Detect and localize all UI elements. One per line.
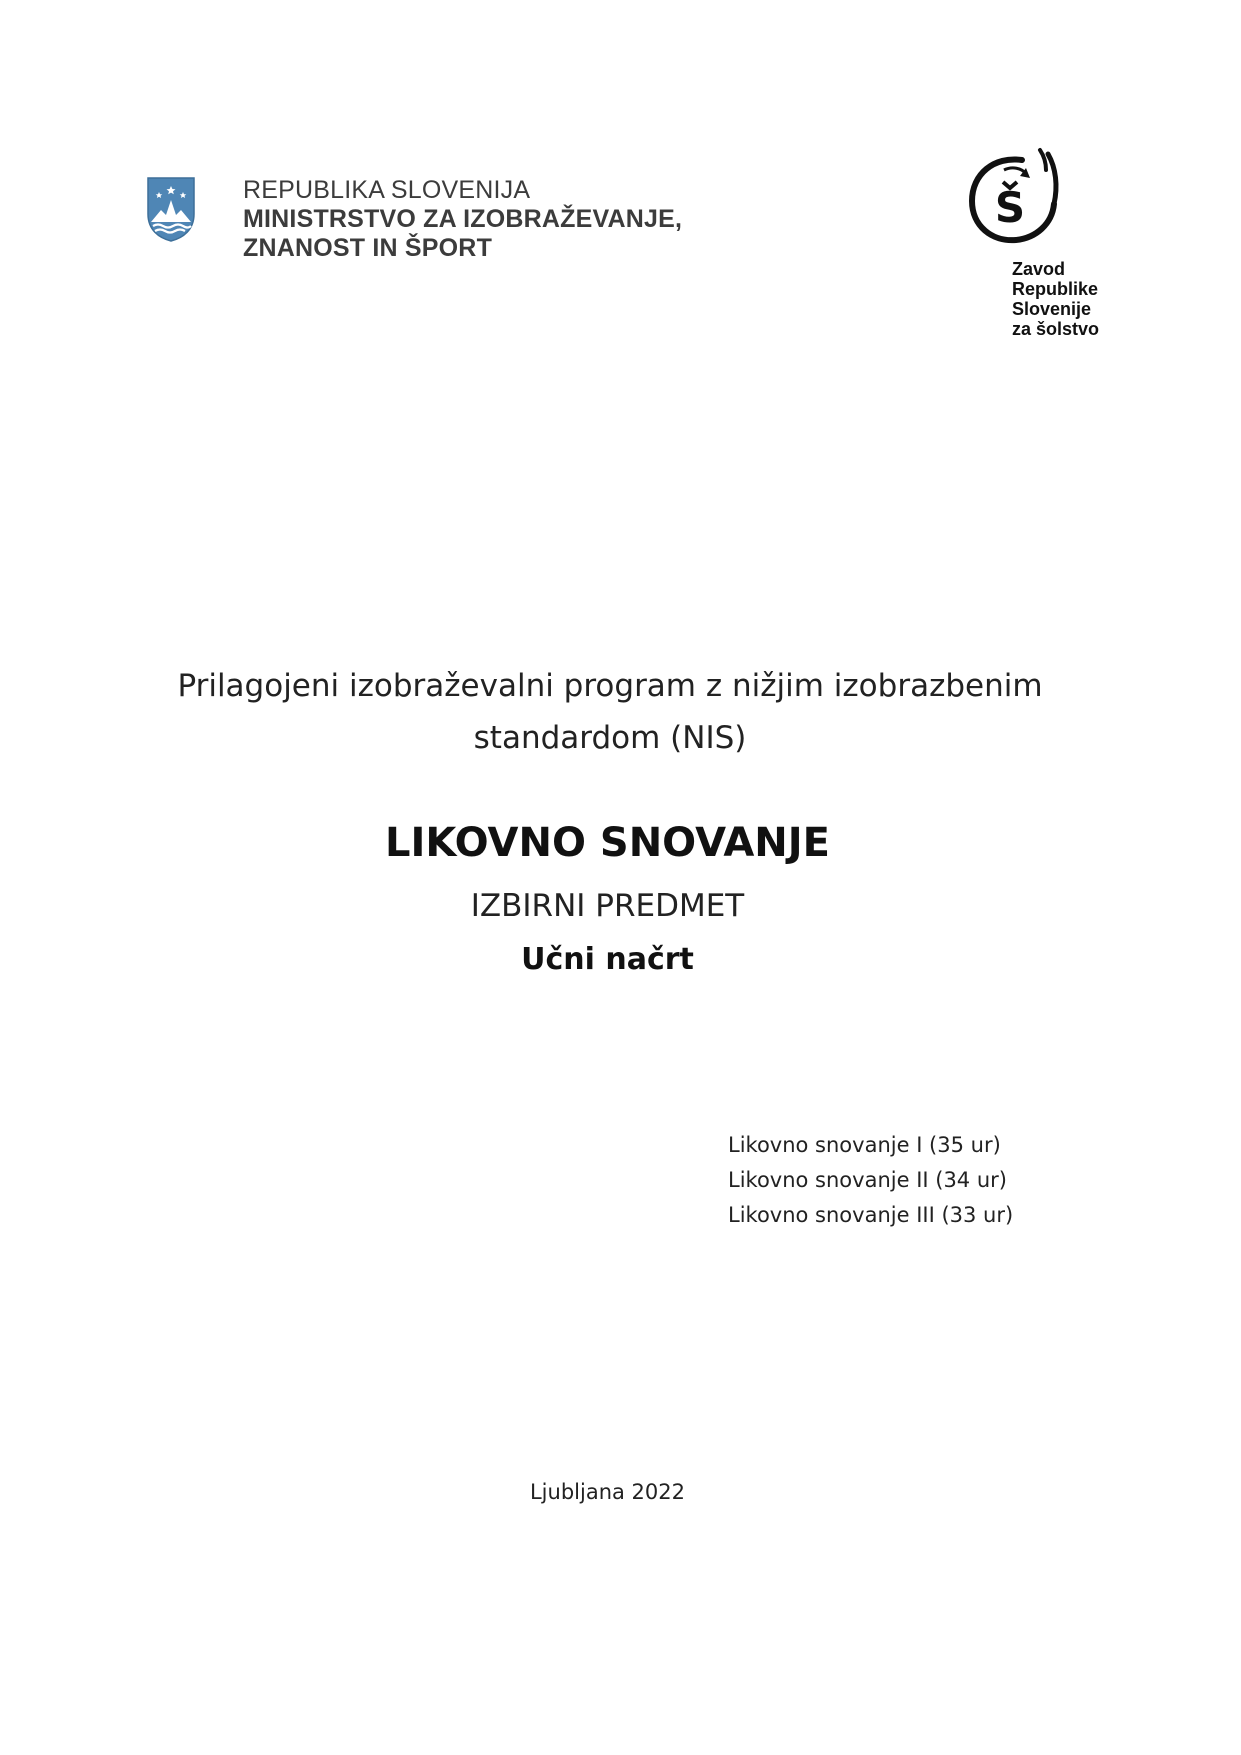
- institute-line-2: Republike: [1012, 279, 1099, 299]
- place-and-year: Ljubljana 2022: [529, 1480, 685, 1504]
- ministry-line-2: MINISTRSTVO ZA IZOBRAŽEVANJE,: [243, 205, 683, 233]
- course-item-2: Likovno snovanje II (34 ur): [728, 1168, 1007, 1192]
- institute-name: [1012, 259, 1099, 339]
- course-item-3: Likovno snovanje III (33 ur): [728, 1203, 1014, 1227]
- zrss-swirl-s-icon: [960, 146, 1070, 251]
- ministry-name: [243, 176, 682, 263]
- institute-line-1: Zavod: [1012, 259, 1066, 279]
- document-type: Učni načrt: [521, 942, 694, 977]
- subject-type: IZBIRNI PREDMET: [470, 888, 745, 924]
- institute-logo: [960, 146, 1110, 346]
- program-name: Prilagojeni izobraževalni program z nižjim izobrazbenim standardom (NIS): [177, 668, 1043, 756]
- course-list: [728, 1128, 1013, 1233]
- institute-line-3: Slovenije: [1012, 299, 1092, 319]
- svg-text:S: S: [994, 183, 1026, 232]
- ministry-line-1: REPUBLIKA SLOVENIJA: [243, 176, 531, 204]
- slovenian-coat-of-arms-icon: [145, 176, 197, 242]
- institute-line-4: za šolstvo: [1012, 319, 1100, 339]
- course-item-1: Likovno snovanje I (35 ur): [728, 1133, 1001, 1157]
- page-title: LIKOVNO SNOVANJE: [385, 820, 830, 866]
- ministry-line-3: ZNANOST IN ŠPORT: [243, 234, 493, 262]
